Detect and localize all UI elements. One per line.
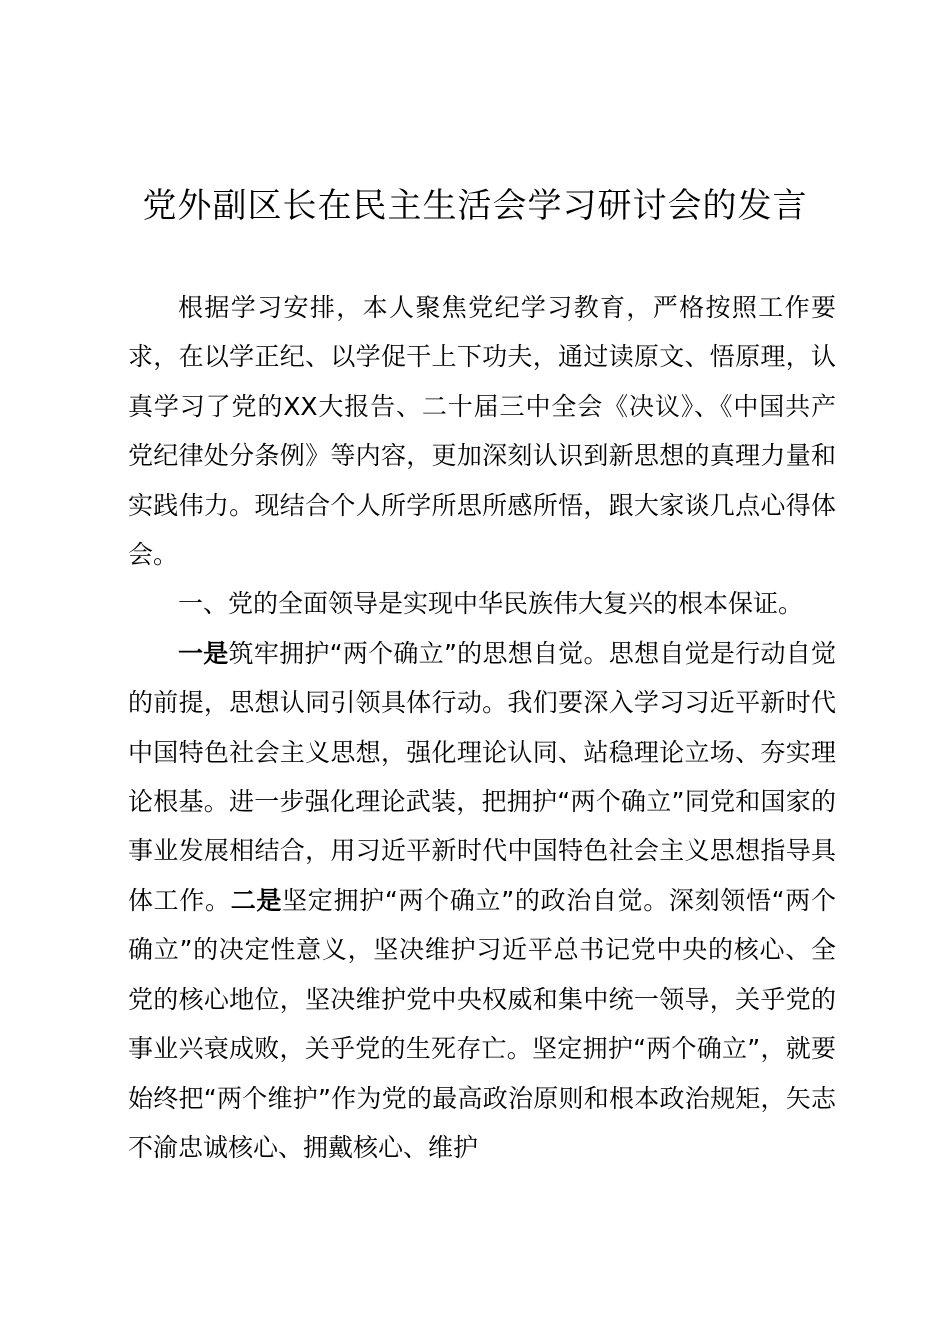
- section-heading: 一、党的全面领导是实现中华民族伟大复兴的根本保证。: [178, 589, 804, 619]
- document-body: [128, 283, 836, 1172]
- point-one-text: 筑牢拥护“两个确立”的思想自觉。思想自觉是行动自觉的前提，思想认同引领具体行动。我们要深入学习习近平新时代中国特色社会主义思想，强化理论认同、站稳理论立场、夯实理论根基。进一步强化理论武装，把拥护“两个确立”同党和国家的事业发展相结合，用习近平新时代中国特色社会主义思想指导具体工作。: [128, 638, 836, 915]
- document-title: 党外副区长在民主生活会学习研讨会的发言: [142, 186, 808, 226]
- point-one-label: 一是: [178, 638, 229, 668]
- point-two-label: 二是: [230, 885, 283, 915]
- intro-paragraph: 根据学习安排，本人聚焦党纪学习教育，严格按照工作要求，在以学正纪、以学促干上下功夫，通过读原文、悟原理，认真学习了党的XX大报告、二十届三中全会《决议》、《中国共产党纪律处分条例》等内容，更加深刻认识到新思想的真理力量和实践伟力。现结合个人所学所思所感所悟，跟大家谈几点心得体会。: [128, 293, 836, 570]
- point-paragraph: [128, 629, 836, 1172]
- point-two-text: 坚定拥护“两个确立”的政治自觉。深刻领悟“两个确立”的决定性意义，坚决维护习近平总书记党中央的核心、全党的核心地位，坚决维护党中央权威和集中统一领导，关乎党的事业兴衰成败，关乎党的生死存亡。坚定拥护“两个确立”，就要始终把“两个维护”作为党的最高政治原则和根本政治规矩，矢志不渝忠诚核心、拥戴核心、维护: [128, 885, 836, 1162]
